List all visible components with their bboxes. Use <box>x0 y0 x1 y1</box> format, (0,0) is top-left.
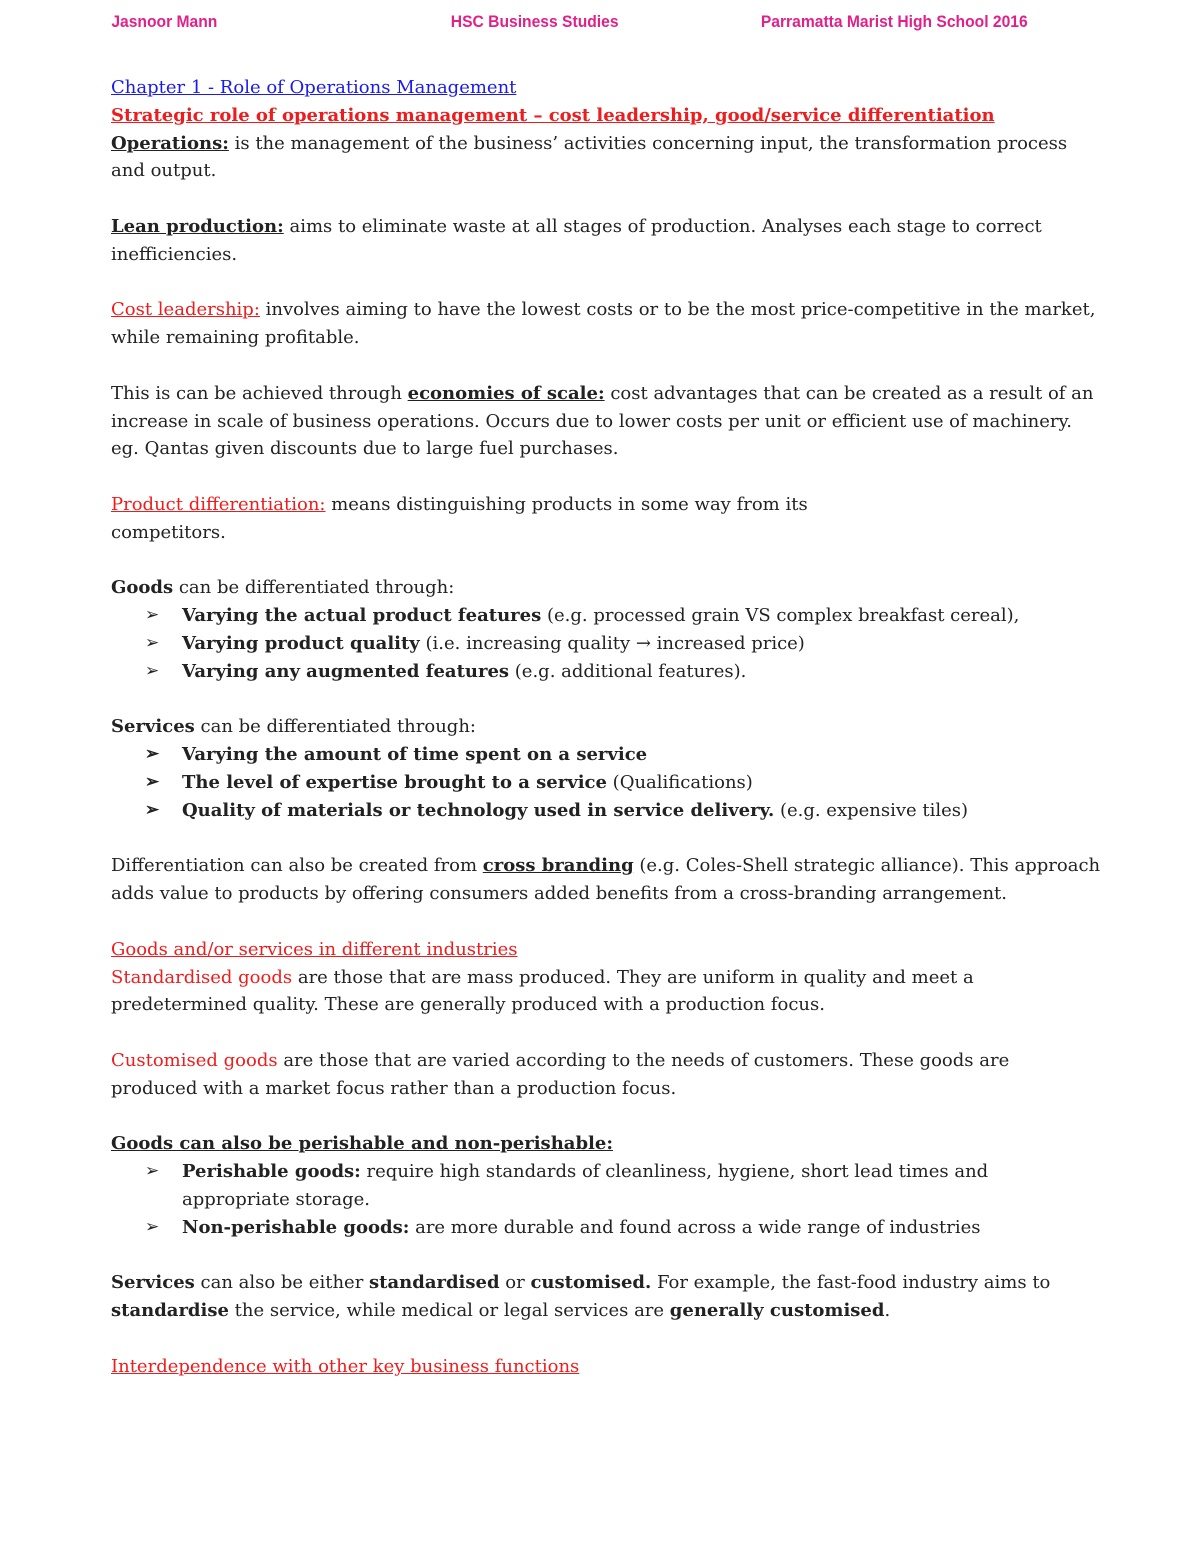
goods-lead-bold: Goods <box>111 577 174 599</box>
goods-lead-text: can be differentiated through: <box>173 577 455 599</box>
services-std-bold-3: customised. <box>530 1272 652 1294</box>
goods-differentiation-list <box>111 602 1101 685</box>
cross-branding-term: cross branding <box>482 855 634 877</box>
list-item-text: (e.g. processed grain VS complex breakfast cereal), <box>541 605 1020 627</box>
list-item-bold: Perishable goods: <box>182 1161 361 1183</box>
standardised-goods-text: are those that are mass produced. They are uniform in quality and meet a predetermined quality. These are generally produced with a production focus. <box>111 966 974 1016</box>
services-std-bold-1: Services <box>111 1272 195 1294</box>
list-item-text: are more durable and found across a wide range of industries <box>409 1216 981 1238</box>
list-item-text: (i.e. increasing quality → increased price) <box>419 632 805 654</box>
interdependence-heading: Interdependence with other key business functions <box>111 1355 580 1377</box>
arrow-bullet-icon: ➢ <box>145 771 160 792</box>
economies-of-scale-paragraph <box>111 380 1101 463</box>
list-item-bold: Varying product quality <box>182 632 420 654</box>
list-item <box>145 769 1101 797</box>
list-item-text: (e.g. expensive tiles) <box>774 799 969 821</box>
list-item <box>145 630 1101 658</box>
cross-branding-text: (e.g. Coles-Shell strategic alliance). This approach adds value to products by offering consumers added benefits from a cross-branding arrangement. <box>111 855 1101 905</box>
economies-pre: This is can be achieved through <box>111 382 408 404</box>
services-std-text-2: or <box>499 1272 531 1294</box>
list-item <box>145 1214 1101 1242</box>
strategic-role-heading: Strategic role of operations management – cost leadership, good/service differentiation <box>111 104 995 126</box>
cross-branding-paragraph <box>111 852 1101 908</box>
header-school: Parramatta Marist High School 2016 <box>760 12 1028 31</box>
header-subject: HSC Business Studies <box>450 12 619 31</box>
cost-leadership-term: Cost leadership: <box>111 299 260 321</box>
industries-heading: Goods and/or services in different industries <box>111 938 518 960</box>
arrow-bullet-icon: ➢ <box>145 1216 160 1237</box>
perishable-list <box>111 1158 1101 1241</box>
list-item <box>145 658 1101 686</box>
product-differentiation-term: Product differentiation: <box>111 493 326 515</box>
arrow-bullet-icon: ➢ <box>145 1161 160 1182</box>
list-item <box>145 797 1101 825</box>
arrow-bullet-icon: ➢ <box>145 660 160 681</box>
services-std-bold-2: standardised <box>369 1272 500 1294</box>
list-item <box>145 1158 1101 1214</box>
services-differentiation-lead <box>111 713 1101 741</box>
page-header <box>0 12 1104 36</box>
services-differentiation-list <box>111 741 1101 824</box>
economies-of-scale-term: economies of scale: <box>407 382 605 404</box>
product-differentiation-text: means distinguishing products in some way from its <box>325 493 808 515</box>
list-item <box>145 602 1101 630</box>
list-item-text: (Qualifications) <box>606 771 753 793</box>
lean-production-term: Lean production: <box>111 215 284 237</box>
list-item-text: require high standards of cleanliness, hygiene, short lead times and appropriate storage. <box>182 1161 989 1210</box>
services-std-text-5: . <box>884 1300 891 1322</box>
chapter-title: Chapter 1 - Role of Operations Management <box>111 77 517 98</box>
arrow-bullet-icon: ➢ <box>145 744 160 765</box>
list-item <box>145 741 1101 769</box>
services-lead-text: can be differentiated through: <box>194 716 476 738</box>
operations-term: Operations: <box>111 132 229 154</box>
arrow-bullet-icon: ➢ <box>145 799 160 820</box>
services-std-bold-4: standardise <box>111 1300 229 1322</box>
arrow-bullet-icon: ➢ <box>145 605 160 626</box>
services-std-text-1: can also be either <box>194 1272 370 1294</box>
services-std-bold-5: generally customised <box>669 1300 885 1322</box>
operations-definition <box>111 130 1101 186</box>
lean-production-text: aims to eliminate waste at all stages of production. Analyses each stage to correct inefficiencies. <box>111 215 1042 265</box>
header-author: Jasnoor Mann <box>111 12 218 31</box>
list-item-bold: Varying the actual product features <box>182 605 542 627</box>
list-item-bold: The level of expertise brought to a service <box>182 771 607 793</box>
standardised-goods-term: Standardised goods <box>111 966 293 988</box>
cost-leadership-definition <box>111 296 1101 352</box>
economies-text: cost advantages that can be created as a result of an increase in scale of business operations. Occurs due to lower costs per unit or efficient use of machinery. eg. Qantas given discounts due to large fuel purchases. <box>111 382 1094 460</box>
services-std-text-3: For example, the fast-food industry aims to <box>651 1272 1051 1294</box>
list-item-text: (e.g. additional features). <box>509 660 747 682</box>
operations-text: is the management of the business’ activities concerning input, the transformation process and output. <box>111 132 1068 182</box>
goods-differentiation-lead <box>111 574 1101 602</box>
cross-branding-pre: Differentiation can also be created from <box>111 855 483 877</box>
customised-goods-term: Customised goods <box>111 1049 278 1071</box>
document-body <box>111 74 1101 1380</box>
lean-production-definition <box>111 213 1101 269</box>
services-standardised-paragraph <box>111 1269 1101 1325</box>
arrow-bullet-icon: ➢ <box>145 632 160 653</box>
customised-goods-text: are those that are varied according to the needs of customers. These goods are produced with a market focus rather than a production focus. <box>111 1049 1010 1099</box>
standardised-goods-paragraph <box>111 964 1101 1020</box>
cost-leadership-text: involves aiming to have the lowest costs or to be the most price-competitive in the market, while remaining profitable. <box>111 299 1096 349</box>
customised-goods-paragraph <box>111 1047 1101 1103</box>
list-item-bold: Quality of materials or technology used in service delivery. <box>182 799 775 821</box>
perishable-heading: Goods can also be perishable and non-perishable: <box>111 1133 613 1155</box>
list-item-bold: Varying the amount of time spent on a service <box>182 744 648 766</box>
services-lead-bold: Services <box>111 716 195 738</box>
product-differentiation-text-2: competitors. <box>111 521 226 543</box>
services-std-text-4: the service, while medical or legal services are <box>228 1300 670 1322</box>
product-differentiation-definition <box>111 491 1101 547</box>
list-item-bold: Varying any augmented features <box>182 660 510 682</box>
list-item-bold: Non-perishable goods: <box>182 1216 410 1238</box>
